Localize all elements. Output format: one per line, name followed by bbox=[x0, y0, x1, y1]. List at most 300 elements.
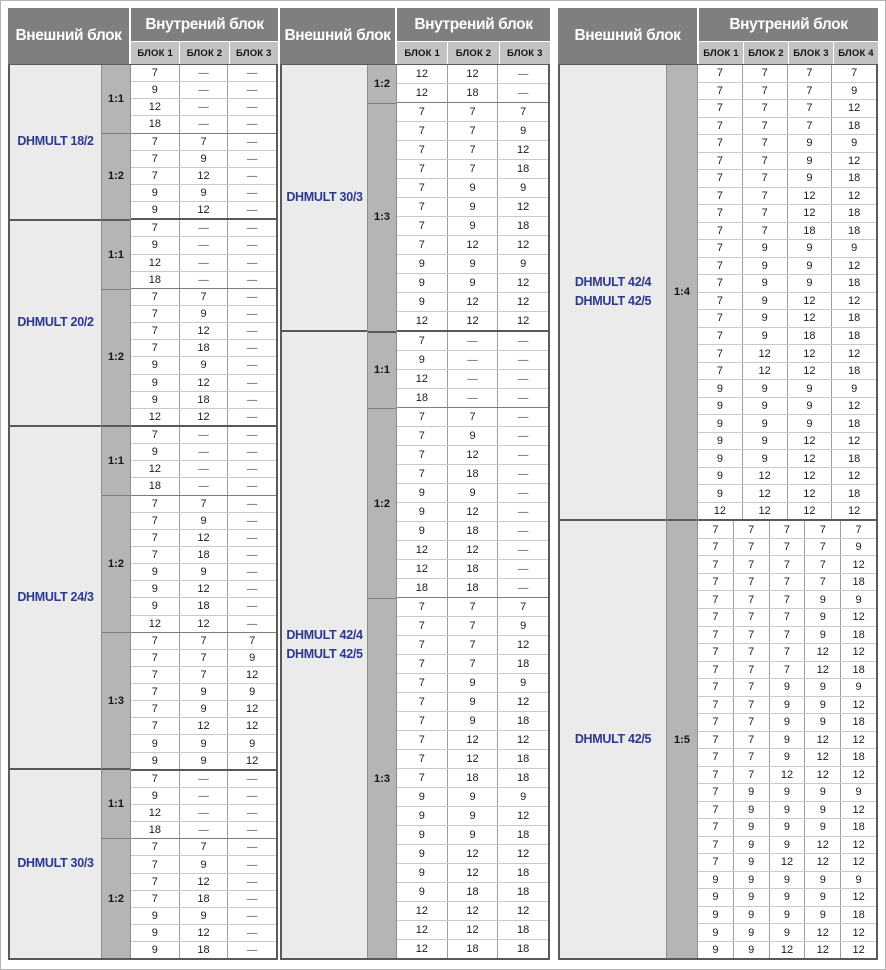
block-value-cell: 7 bbox=[733, 732, 769, 749]
block-value-cell: 7 bbox=[151, 325, 158, 338]
table-row bbox=[397, 502, 548, 521]
table-row bbox=[698, 414, 876, 432]
table-row bbox=[131, 821, 276, 838]
block-value-cell: 7 bbox=[151, 308, 158, 321]
block-value-cell: — bbox=[227, 478, 276, 494]
block-value-cell: 7 bbox=[769, 644, 805, 661]
block-value-cell: 12 bbox=[148, 410, 161, 423]
group-body-mid bbox=[280, 64, 550, 960]
block-value-cell: 9 bbox=[769, 802, 805, 819]
block-value-cell: 9 bbox=[742, 328, 787, 345]
block-value-cell: 9 bbox=[227, 684, 276, 700]
block-value-cell: 18 bbox=[840, 749, 876, 766]
table-row bbox=[698, 818, 876, 836]
block-value-cell: 7 bbox=[716, 67, 723, 80]
block-value-cell: 12 bbox=[179, 530, 228, 546]
block-value-cell: 9 bbox=[742, 433, 787, 450]
block-value-cell: — bbox=[179, 788, 228, 804]
ratio-label: 1:2 bbox=[108, 170, 124, 183]
block-value-cell: 7 bbox=[712, 611, 719, 624]
table-row bbox=[131, 734, 276, 751]
table-row bbox=[397, 254, 548, 273]
table-row bbox=[698, 467, 876, 485]
table-row bbox=[397, 292, 548, 311]
block-value-cell: 12 bbox=[227, 701, 276, 717]
block-column-headers bbox=[397, 42, 550, 64]
block-value-cell: 12 bbox=[840, 837, 876, 854]
block-value-cell: 7 bbox=[447, 103, 498, 121]
inner-block-header: Внутрений блок bbox=[699, 8, 878, 41]
block-value-cell: 7 bbox=[151, 497, 158, 510]
block-value-cell: 12 bbox=[831, 345, 876, 362]
table-row bbox=[698, 117, 876, 135]
block-value-cell: 12 bbox=[840, 697, 876, 714]
table-row bbox=[131, 271, 276, 288]
block-value-cell: 7 bbox=[418, 601, 425, 613]
block-value-cell: 9 bbox=[804, 714, 840, 731]
block-value-cell: 12 bbox=[840, 854, 876, 871]
block-value-cell: 7 bbox=[742, 100, 787, 117]
block-value-cell: 7 bbox=[418, 696, 425, 708]
block-value-cell: 9 bbox=[447, 484, 498, 502]
block-value-cell: 18 bbox=[787, 223, 832, 240]
block-value-cell: 7 bbox=[769, 609, 805, 626]
block-value-cell: 9 bbox=[712, 909, 719, 921]
inner-block-header: Внутрений блок bbox=[131, 8, 278, 41]
table-row bbox=[698, 187, 876, 205]
block-value-cell: 12 bbox=[787, 205, 832, 222]
block-value-cell: 18 bbox=[497, 769, 548, 787]
block-value-cell: 12 bbox=[447, 921, 498, 939]
ratio-cell bbox=[102, 632, 130, 769]
block-value-cell: 12 bbox=[787, 345, 832, 362]
ratio-cell bbox=[102, 425, 130, 495]
table-row bbox=[131, 769, 276, 787]
block-value-cell: 9 bbox=[712, 926, 719, 939]
block-value-cell: 12 bbox=[497, 693, 548, 711]
block-column-header: БЛОК 4 bbox=[834, 42, 878, 64]
block-value-cell: 9 bbox=[179, 357, 228, 373]
table-row bbox=[698, 362, 876, 380]
model-label: DHMULT 42/4 bbox=[574, 274, 652, 289]
block-value-cell: 9 bbox=[804, 889, 840, 906]
block-value-cell: 12 bbox=[447, 503, 498, 521]
block-value-cell: — bbox=[227, 822, 276, 838]
table-row bbox=[397, 635, 548, 654]
table-row bbox=[698, 99, 876, 117]
ratio-label: 1:2 bbox=[108, 351, 124, 364]
table-row bbox=[698, 397, 876, 415]
block-value-cell: 18 bbox=[497, 217, 548, 235]
model-label: DHMULT 30/3 bbox=[286, 190, 363, 205]
ratio-label: 1:5 bbox=[674, 733, 690, 746]
table-row bbox=[131, 425, 276, 443]
ratio-label: 1:4 bbox=[674, 286, 690, 299]
inner-block-header-area bbox=[131, 8, 278, 64]
block-value-cell: 7 bbox=[179, 650, 228, 666]
block-value-cell: 7 bbox=[151, 634, 158, 647]
block-value-cell: 9 bbox=[787, 415, 832, 432]
table-row bbox=[397, 863, 548, 882]
block-value-cell: 7 bbox=[418, 335, 425, 347]
block-value-cell: 9 bbox=[831, 135, 876, 152]
model-label: DHMULT 24/3 bbox=[17, 590, 94, 605]
block-value-cell: — bbox=[227, 409, 276, 425]
ratio-cell bbox=[368, 103, 396, 331]
table-row bbox=[698, 661, 876, 679]
outer-model-cell bbox=[10, 425, 101, 768]
block-value-cell: 9 bbox=[151, 927, 158, 940]
block-value-cell: 9 bbox=[831, 380, 876, 397]
block-value-cell: 12 bbox=[831, 258, 876, 275]
block-value-cell: 9 bbox=[733, 942, 769, 959]
block-value-cell: 12 bbox=[804, 854, 840, 871]
block-value-cell: 9 bbox=[787, 380, 832, 397]
block-column-header: БЛОК 1 bbox=[397, 42, 447, 64]
table-row bbox=[698, 731, 876, 749]
block-value-cell: — bbox=[227, 513, 276, 529]
block-value-cell: 12 bbox=[179, 616, 228, 632]
block-value-cell: 7 bbox=[716, 154, 723, 167]
block-value-cell: 12 bbox=[497, 845, 548, 863]
block-value-cell: 7 bbox=[447, 122, 498, 140]
block-value-cell: 12 bbox=[831, 188, 876, 205]
block-value-cell: 12 bbox=[840, 556, 876, 573]
ratio-label: 1:2 bbox=[108, 892, 124, 905]
table-row bbox=[397, 749, 548, 768]
table-row bbox=[698, 379, 876, 397]
block-value-cell: 12 bbox=[179, 202, 228, 218]
block-value-cell: — bbox=[497, 503, 548, 521]
block-value-cell: 7 bbox=[716, 294, 723, 307]
block-value-cell: 9 bbox=[831, 83, 876, 100]
block-value-cell: 7 bbox=[742, 170, 787, 187]
block-value-cell: 7 bbox=[769, 574, 805, 591]
block-value-cell: 7 bbox=[151, 549, 158, 561]
block-value-cell: — bbox=[447, 370, 498, 388]
block-value-cell: 18 bbox=[497, 921, 548, 939]
table-row bbox=[131, 907, 276, 924]
block-value-cell: 9 bbox=[418, 791, 425, 803]
block-value-cell: 9 bbox=[804, 609, 840, 626]
block-value-cell: 12 bbox=[179, 323, 228, 339]
block-value-cell: — bbox=[179, 116, 228, 132]
block-value-cell: 12 bbox=[840, 942, 876, 959]
block-value-cell: 18 bbox=[447, 579, 498, 597]
table-row bbox=[131, 890, 276, 907]
block-value-cell: 7 bbox=[787, 100, 832, 117]
block-value-cell: 12 bbox=[497, 141, 548, 159]
block-value-cell: 7 bbox=[769, 556, 805, 573]
block-value-cell: 7 bbox=[179, 633, 228, 649]
block-value-cell: 18 bbox=[179, 392, 228, 408]
block-value-cell: 12 bbox=[804, 924, 840, 941]
table-row bbox=[698, 239, 876, 257]
group-header-left bbox=[8, 8, 278, 64]
block-value-cell: 9 bbox=[769, 679, 805, 696]
block-value-cell: 9 bbox=[447, 788, 498, 806]
block-value-cell: 9 bbox=[179, 856, 228, 872]
block-value-cell: 7 bbox=[151, 651, 158, 664]
block-value-cell: 18 bbox=[497, 864, 548, 882]
block-value-cell: 12 bbox=[742, 485, 787, 502]
block-value-cell: 7 bbox=[742, 223, 787, 240]
block-value-cell: 18 bbox=[497, 940, 548, 958]
block-value-cell: 12 bbox=[840, 889, 876, 906]
table-row bbox=[698, 801, 876, 819]
table-row bbox=[131, 374, 276, 391]
block-value-cell: — bbox=[227, 547, 276, 563]
table-row bbox=[698, 538, 876, 556]
block-value-cell: 18 bbox=[447, 560, 498, 578]
block-value-cell: — bbox=[227, 289, 276, 305]
block-value-cell: 18 bbox=[447, 84, 498, 102]
ratio-cell bbox=[368, 408, 396, 598]
block-value-cell: 18 bbox=[447, 940, 498, 958]
block-value-cell: — bbox=[227, 805, 276, 821]
table-row bbox=[397, 730, 548, 749]
block-value-cell: 9 bbox=[742, 310, 787, 327]
block-value-cell: 12 bbox=[497, 731, 548, 749]
table-row bbox=[397, 882, 548, 901]
block-value-cell: 12 bbox=[769, 854, 805, 871]
table-row bbox=[397, 121, 548, 140]
table-row bbox=[397, 350, 548, 369]
block-value-cell: 9 bbox=[447, 255, 498, 273]
model-label: DHMULT 42/5 bbox=[574, 294, 652, 309]
table-row bbox=[131, 873, 276, 890]
table-row bbox=[397, 825, 548, 844]
table-row bbox=[131, 580, 276, 597]
block-value-cell: 9 bbox=[418, 848, 425, 860]
block-value-cell: 7 bbox=[712, 698, 719, 711]
block-value-cell: 7 bbox=[497, 103, 548, 121]
block-value-cell: 9 bbox=[712, 891, 719, 904]
block-value-cell: 7 bbox=[418, 430, 425, 442]
block-value-cell: 12 bbox=[787, 310, 832, 327]
block-value-cell: 12 bbox=[415, 563, 428, 575]
block-value-cell: 7 bbox=[733, 574, 769, 591]
block-value-cell: 7 bbox=[769, 591, 805, 608]
table-row bbox=[698, 257, 876, 275]
block-value-cell: — bbox=[497, 351, 548, 369]
block-value-cell: 9 bbox=[716, 452, 723, 465]
table-row bbox=[698, 941, 876, 959]
block-value-cell: 9 bbox=[742, 450, 787, 467]
table-row bbox=[131, 305, 276, 322]
block-value-cell: 7 bbox=[712, 786, 719, 799]
model-label: DHMULT 42/4 bbox=[286, 627, 363, 642]
table-row bbox=[397, 521, 548, 540]
block-value-cell: 7 bbox=[716, 119, 723, 132]
block-value-cell: 9 bbox=[179, 513, 228, 529]
block-value-cell: — bbox=[227, 461, 276, 477]
ratio-cell bbox=[102, 219, 130, 289]
block-value-cell: 18 bbox=[831, 415, 876, 432]
model-label: DHMULT 42/5 bbox=[286, 647, 363, 662]
table-row bbox=[397, 673, 548, 692]
block-value-cell: 7 bbox=[769, 627, 805, 644]
block-value-cell: 9 bbox=[151, 393, 158, 406]
block-value-cell: — bbox=[179, 255, 228, 271]
block-value-cell: 9 bbox=[447, 217, 498, 235]
ratio-cell bbox=[102, 133, 130, 219]
block-value-cell: 12 bbox=[742, 363, 787, 380]
block-value-cell: 7 bbox=[712, 558, 719, 571]
block-value-cell: — bbox=[227, 168, 276, 184]
block-value-cell: 7 bbox=[712, 576, 719, 589]
block-value-cell: — bbox=[497, 370, 548, 388]
block-value-cell: 7 bbox=[733, 627, 769, 644]
table-row bbox=[131, 649, 276, 666]
table-row bbox=[397, 426, 548, 445]
block-value-cell: — bbox=[497, 408, 548, 426]
block-value-cell: 9 bbox=[497, 788, 548, 806]
block-value-cell: 9 bbox=[804, 591, 840, 608]
block-value-cell: 12 bbox=[415, 905, 428, 917]
block-value-cell: 12 bbox=[447, 731, 498, 749]
table-row bbox=[397, 559, 548, 578]
block-value-cell: 9 bbox=[151, 909, 158, 922]
block-value-cell: 18 bbox=[179, 942, 228, 958]
block-value-cell: 9 bbox=[787, 398, 832, 415]
table-row bbox=[397, 711, 548, 730]
table-row bbox=[131, 700, 276, 717]
block-value-cell: — bbox=[227, 891, 276, 907]
block-value-cell: 7 bbox=[712, 523, 719, 536]
block-value-cell: 12 bbox=[497, 807, 548, 825]
table-row bbox=[131, 167, 276, 184]
block-value-cell: 7 bbox=[733, 521, 769, 538]
block-value-cell: 7 bbox=[418, 658, 425, 670]
table-row bbox=[698, 871, 876, 889]
block-value-cell: 18 bbox=[840, 819, 876, 836]
block-value-cell: 7 bbox=[447, 636, 498, 654]
block-column-header: БЛОК 3 bbox=[789, 42, 833, 64]
table-row bbox=[698, 836, 876, 854]
table-row bbox=[397, 768, 548, 787]
block-value-cell: — bbox=[179, 82, 228, 98]
block-value-cell: 12 bbox=[415, 68, 428, 80]
block-value-cell: 7 bbox=[742, 135, 787, 152]
table-row bbox=[397, 445, 548, 464]
block-value-cell: 18 bbox=[148, 824, 161, 837]
block-value-cell: 12 bbox=[179, 925, 228, 941]
ratio-cell bbox=[368, 598, 396, 958]
block-value-cell: 9 bbox=[742, 258, 787, 275]
block-column-header: БЛОК 2 bbox=[448, 42, 498, 64]
block-value-cell: 7 bbox=[151, 169, 158, 182]
block-value-cell: 12 bbox=[840, 732, 876, 749]
block-value-cell: 18 bbox=[497, 655, 548, 673]
block-value-cell: 12 bbox=[497, 312, 548, 330]
block-value-cell: 12 bbox=[831, 503, 876, 520]
block-value-cell: 9 bbox=[787, 153, 832, 170]
ratio-column bbox=[101, 65, 131, 958]
block-value-cell: 12 bbox=[148, 807, 161, 820]
table-row bbox=[698, 748, 876, 766]
block-value-cell: 7 bbox=[418, 677, 425, 689]
block-value-cell: 12 bbox=[227, 667, 276, 683]
block-value-cell: 7 bbox=[418, 163, 425, 175]
block-value-cell: 9 bbox=[227, 650, 276, 666]
block-column-header: БЛОК 2 bbox=[180, 42, 228, 64]
block-value-cell: 18 bbox=[831, 205, 876, 222]
table-row bbox=[698, 432, 876, 450]
block-value-cell: 9 bbox=[840, 872, 876, 889]
block-value-cell: 7 bbox=[716, 84, 723, 97]
block-value-cell: 9 bbox=[787, 258, 832, 275]
table-row bbox=[698, 502, 876, 520]
block-value-cell: 18 bbox=[497, 750, 548, 768]
table-row bbox=[698, 274, 876, 292]
block-value-cell: 9 bbox=[179, 908, 228, 924]
block-value-cell: 18 bbox=[840, 907, 876, 924]
block-value-cell: 9 bbox=[733, 889, 769, 906]
block-value-cell: 12 bbox=[831, 398, 876, 415]
block-value-cell: — bbox=[179, 478, 228, 494]
block-value-cell: 9 bbox=[769, 714, 805, 731]
block-value-cell: 12 bbox=[447, 293, 498, 311]
block-value-cell: 12 bbox=[804, 749, 840, 766]
block-value-cell: 9 bbox=[733, 802, 769, 819]
block-value-cell: 9 bbox=[769, 907, 805, 924]
block-value-cell: 9 bbox=[804, 907, 840, 924]
block-value-cell: 7 bbox=[418, 468, 425, 480]
table-row bbox=[131, 924, 276, 941]
block-value-cell: 7 bbox=[712, 838, 719, 851]
block-value-cell: 12 bbox=[787, 188, 832, 205]
group-body-left bbox=[8, 64, 278, 960]
block-value-cell: 7 bbox=[712, 716, 719, 729]
block-value-cell: 7 bbox=[151, 858, 158, 871]
block-value-cell: 18 bbox=[447, 769, 498, 787]
block-value-cell: 7 bbox=[769, 521, 805, 538]
block-value-cell: 12 bbox=[787, 450, 832, 467]
table-row bbox=[131, 460, 276, 477]
block-value-cell: 7 bbox=[742, 83, 787, 100]
block-value-cell: 7 bbox=[418, 772, 425, 784]
block-value-cell: 12 bbox=[148, 101, 161, 114]
block-value-cell: 9 bbox=[447, 274, 498, 292]
block-value-cell: — bbox=[227, 185, 276, 201]
ratio-label: 1:3 bbox=[108, 694, 124, 707]
block-value-cell: 18 bbox=[831, 275, 876, 292]
table-row bbox=[131, 752, 276, 769]
block-value-cell: 7 bbox=[716, 189, 723, 202]
block-value-cell: — bbox=[227, 82, 276, 98]
block-value-cell: 7 bbox=[151, 841, 158, 854]
table-row bbox=[131, 563, 276, 580]
block-column-header: БЛОК 3 bbox=[230, 42, 278, 64]
block-value-cell: 12 bbox=[497, 198, 548, 216]
block-value-cell: — bbox=[497, 465, 548, 483]
block-value-cell: 7 bbox=[151, 290, 158, 303]
block-value-cell: 18 bbox=[447, 522, 498, 540]
block-value-cell: — bbox=[227, 530, 276, 546]
block-value-cell: 18 bbox=[497, 826, 548, 844]
block-value-cell: 18 bbox=[831, 485, 876, 502]
block-value-cell: 12 bbox=[148, 463, 161, 476]
block-value-cell: 9 bbox=[447, 179, 498, 197]
block-value-cell: 12 bbox=[769, 767, 805, 784]
block-value-cell: 12 bbox=[787, 363, 832, 380]
block-value-cell: 7 bbox=[716, 259, 723, 272]
block-value-cell: — bbox=[179, 99, 228, 115]
block-value-cell: 18 bbox=[148, 273, 161, 286]
table-row bbox=[397, 787, 548, 806]
block-value-cell: 7 bbox=[712, 628, 719, 641]
